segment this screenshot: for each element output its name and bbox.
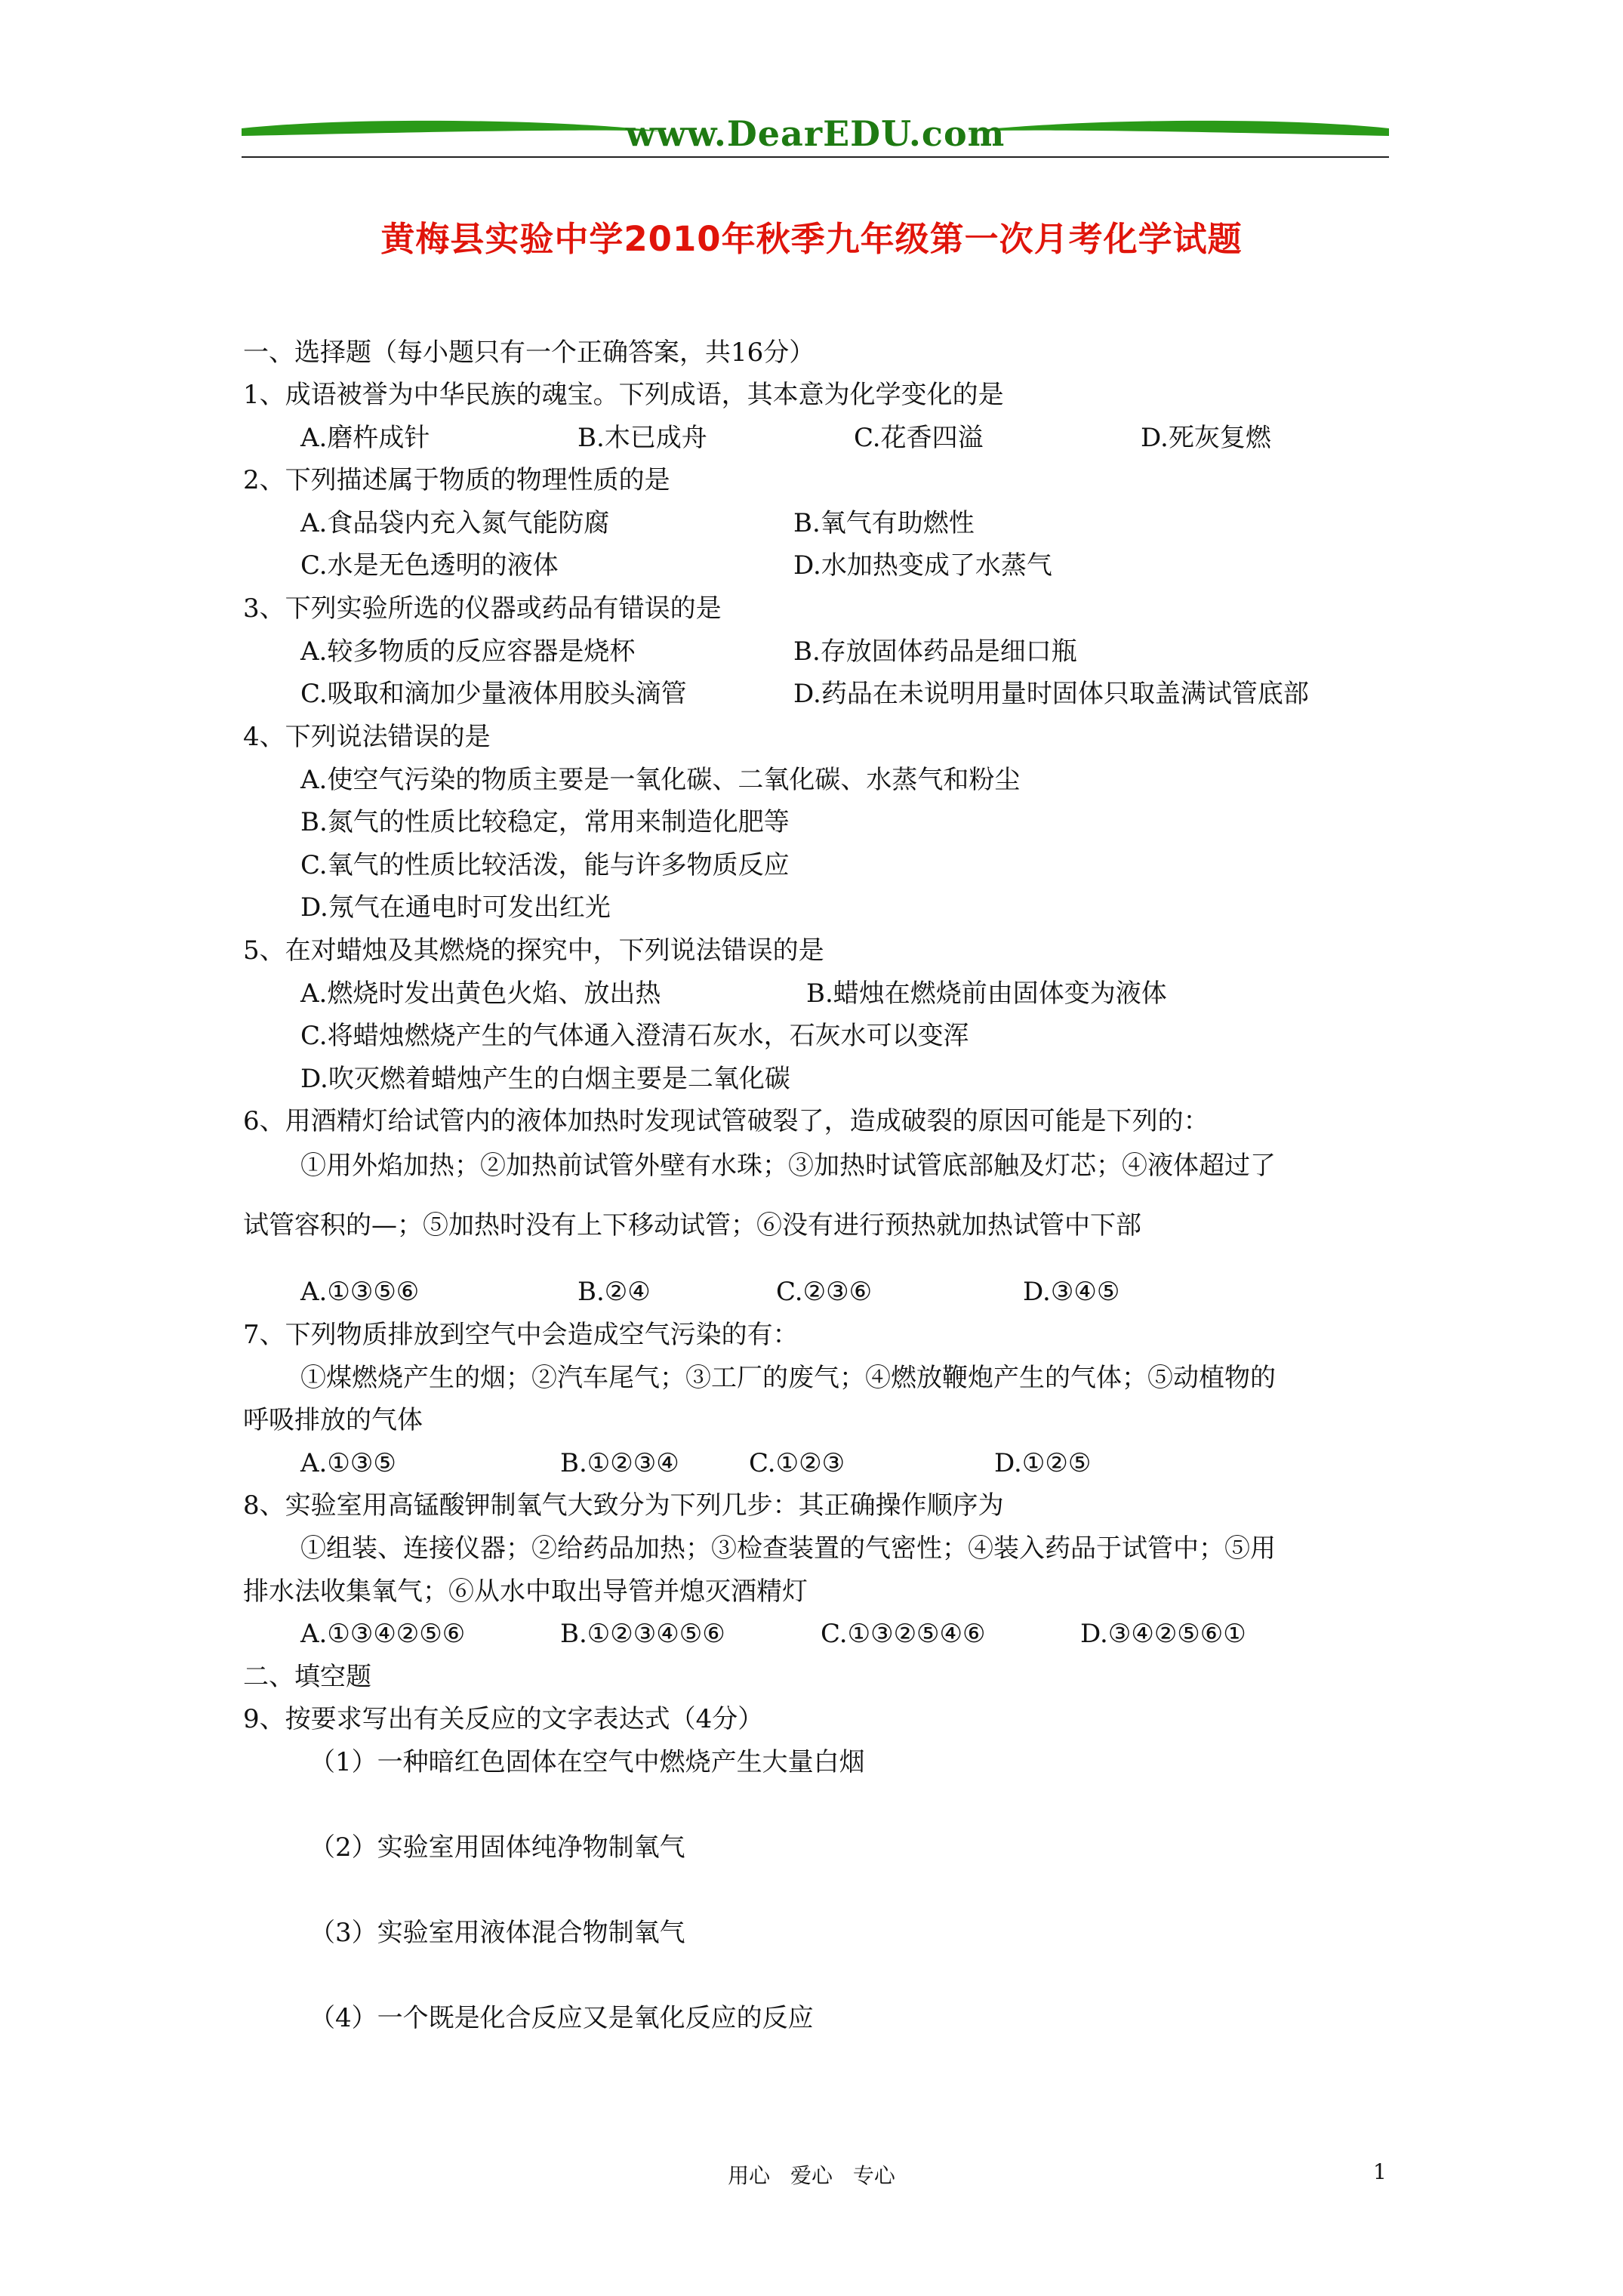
- q6-conditions-line2: 试管容积的—；⑤加热时没有上下移动试管；⑥没有进行预热就加热试管中下部: [243, 1210, 1141, 1240]
- q8-steps-line2: 排水法收集氧气；⑥从水中取出导管并熄灭酒精灯: [243, 1576, 808, 1607]
- q7-option-d: D.①②⑤: [994, 1448, 1092, 1478]
- site-header: [242, 106, 1389, 166]
- q4-option-b: B.氮气的性质比较稳定，常用来制造化肥等: [300, 807, 790, 837]
- q9-stem: 9、按要求写出有关反应的文字表达式（4分）: [243, 1704, 764, 1734]
- q8-option-b: B.①②③④⑤⑥: [560, 1619, 725, 1649]
- q2-option-b: B.氧气有助燃性: [793, 508, 975, 538]
- q6-option-d: D.③④⑤: [1023, 1277, 1120, 1307]
- site-url[interactable]: www.DearEDU.com: [625, 113, 1006, 154]
- q3-stem: 3、下列实验所选的仪器或药品有错误的是: [243, 593, 722, 624]
- q4-stem: 4、下列说法错误的是: [243, 722, 491, 752]
- q6-option-c: C.②③⑥: [776, 1277, 873, 1307]
- page-number: 1: [1373, 2159, 1387, 2184]
- q6-stem: 6、用酒精灯给试管内的液体加热时发现试管破裂了，造成破裂的原因可能是下列的：: [243, 1106, 1209, 1136]
- header-divider: [242, 156, 1389, 158]
- q8-stem: 8、实验室用高锰酸钾制氧气大致分为下列几步：其正确操作顺序为: [243, 1490, 1004, 1521]
- q3-option-a: A.较多物质的反应容器是烧杯: [300, 636, 636, 667]
- q8-option-d: D.③④②⑤⑥①: [1080, 1619, 1246, 1649]
- q3-option-b: B.存放固体药品是细口瓶: [793, 636, 1077, 667]
- q2-option-d: D.水加热变成了水蒸气: [793, 550, 1052, 581]
- q1-option-c: C.花香四溢: [854, 423, 984, 453]
- q4-option-c: C.氧气的性质比较活泼，能与许多物质反应: [300, 850, 790, 880]
- section-heading-choice: 一、选择题（每小题只有一个正确答案，共16分）: [243, 337, 815, 368]
- q3-option-c: C.吸取和滴加少量液体用胶头滴管: [300, 679, 687, 709]
- q5-option-c: C.将蜡烛燃烧产生的气体通入澄清石灰水，石灰水可以变浑: [300, 1021, 969, 1051]
- q7-conditions-line2: 呼吸排放的气体: [243, 1405, 423, 1435]
- q4-option-d: D.氖气在通电时可发出红光: [300, 892, 611, 923]
- q9-part4: （4）一个既是化合反应又是氧化反应的反应: [310, 2003, 814, 2033]
- q5-option-a: A.燃烧时发出黄色火焰、放出热: [300, 978, 661, 1009]
- q2-option-c: C.水是无色透明的液体: [300, 550, 559, 581]
- q8-option-a: A.①③④②⑤⑥: [300, 1619, 466, 1649]
- q1-option-b: B.木已成舟: [577, 423, 707, 453]
- q8-steps-line1: ①组装、连接仪器；②给药品加热；③检查装置的气密性；④装入药品于试管中；⑤用: [300, 1533, 1276, 1564]
- q1-option-a: A.磨杵成针: [300, 423, 430, 453]
- q8-option-c: C.①③②⑤④⑥: [821, 1619, 986, 1649]
- q9-part2: （2）实验室用固体纯净物制氧气: [310, 1832, 685, 1863]
- q5-option-d: D.吹灭燃着蜡烛产生的白烟主要是二氧化碳: [300, 1064, 790, 1094]
- page-title: 黄梅县实验中学2010年秋季九年级第一次月考化学试题: [380, 219, 1243, 259]
- q7-conditions-line1: ①煤燃烧产生的烟；②汽车尾气；③工厂的废气；④燃放鞭炮产生的气体；⑤动植物的: [300, 1363, 1276, 1393]
- q1-option-d: D.死灰复燃: [1141, 423, 1271, 453]
- q5-option-b: B.蜡烛在燃烧前由固体变为液体: [806, 978, 1167, 1009]
- q6-option-a: A.①③⑤⑥: [300, 1277, 420, 1307]
- q7-option-a: A.①③⑤: [300, 1448, 396, 1478]
- q6-option-b: B.②④: [577, 1277, 651, 1307]
- q9-part3: （3）实验室用液体混合物制氧气: [310, 1918, 685, 1948]
- footer-motto: 用心 爱心 专心: [728, 2163, 895, 2188]
- section-heading-fill: 二、填空题: [243, 1662, 371, 1692]
- q6-conditions-line1: ①用外焰加热；②加热前试管外壁有水珠；③加热时试管底部触及灯芯；④液体超过了: [300, 1151, 1276, 1181]
- q4-option-a: A.使空气污染的物质主要是一氧化碳、二氧化碳、水蒸气和粉尘: [300, 765, 1021, 795]
- q7-option-c: C.①②③: [749, 1448, 845, 1478]
- q3-option-d: D.药品在未说明用量时固体只取盖满试管底部: [793, 679, 1309, 709]
- q2-option-a: A.食品袋内充入氮气能防腐: [300, 508, 610, 538]
- q7-option-b: B.①②③④: [560, 1448, 679, 1478]
- q1-stem: 1、成语被誉为中华民族的魂宝。下列成语，其本意为化学变化的是: [243, 380, 1004, 410]
- q9-part1: （1）一种暗红色固体在空气中燃烧产生大量白烟: [310, 1747, 865, 1777]
- q7-stem: 7、下列物质排放到空气中会造成空气污染的有：: [243, 1320, 799, 1350]
- q5-stem: 5、在对蜡烛及其燃烧的探究中，下列说法错误的是: [243, 935, 824, 966]
- q2-stem: 2、下列描述属于物质的物理性质的是: [243, 465, 670, 495]
